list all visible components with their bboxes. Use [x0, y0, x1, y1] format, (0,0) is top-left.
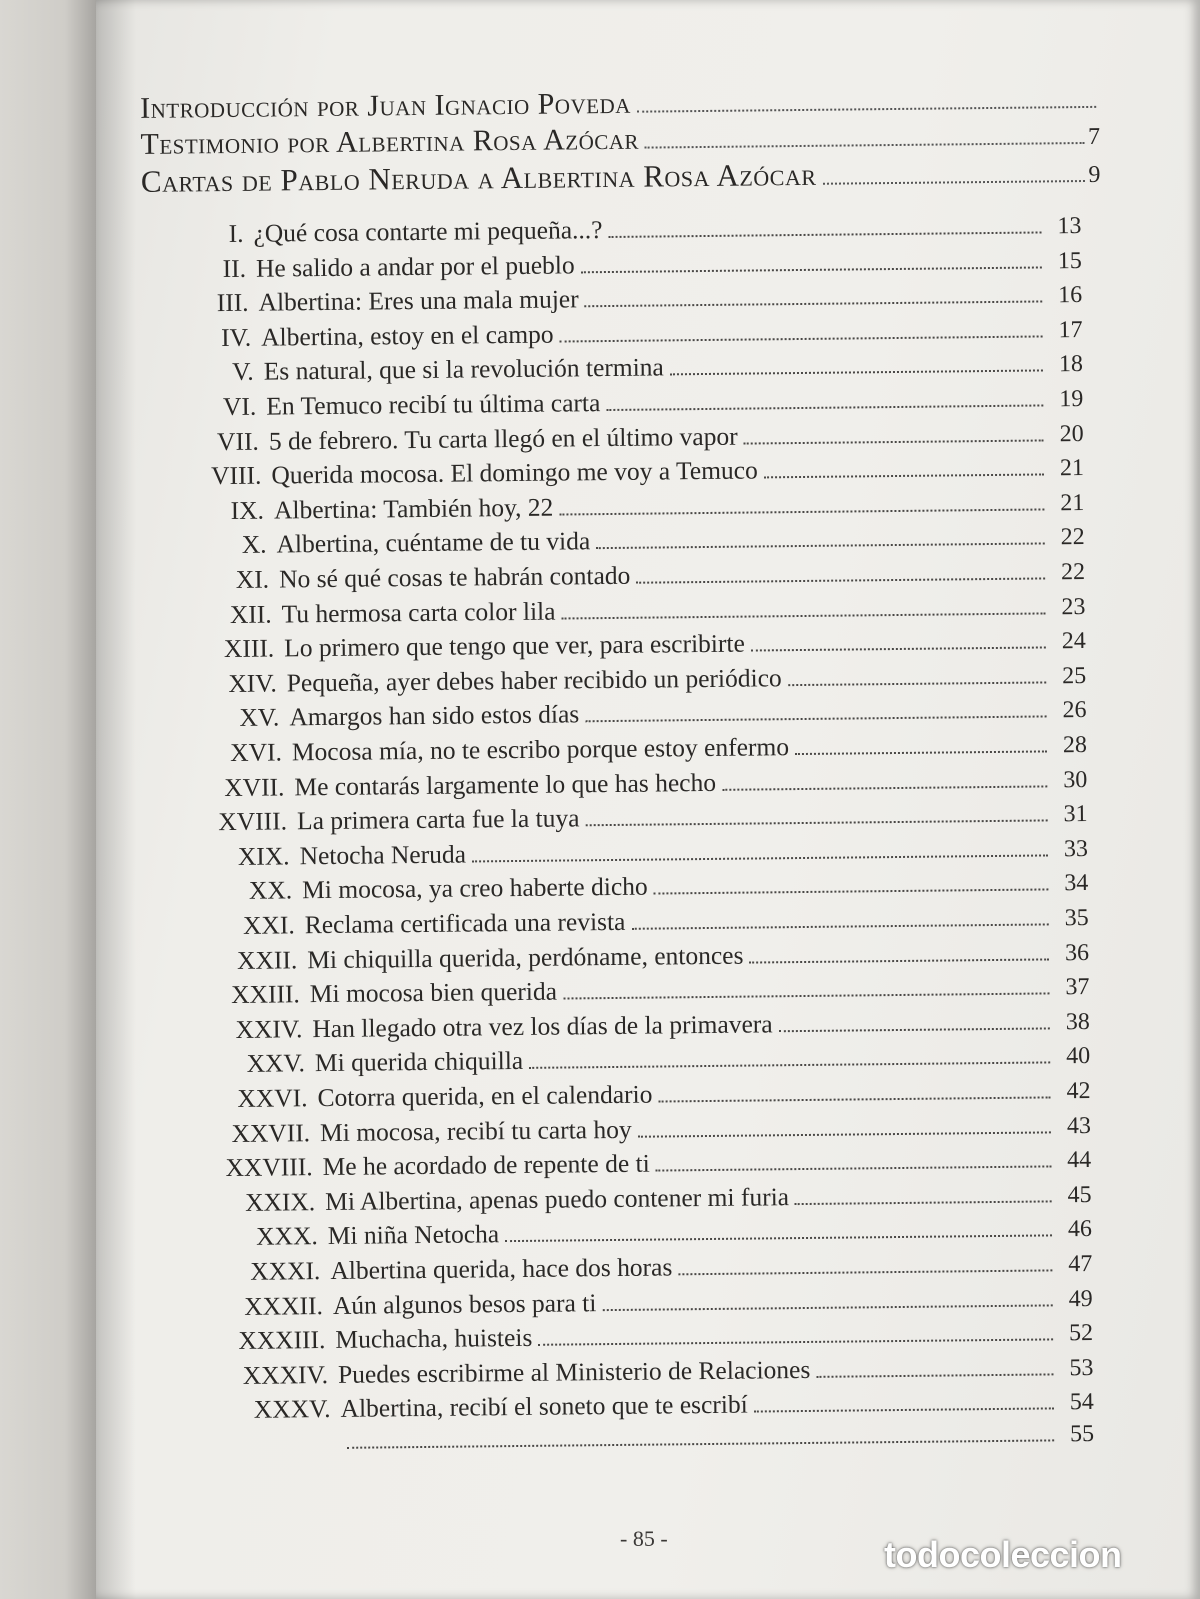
- leader-dots: [602, 1304, 1052, 1311]
- entry-title: He salido a andar por el pueblo: [255, 249, 575, 283]
- entry-title: Mi niña Netocha: [327, 1219, 500, 1251]
- entry-title: Querida mocosa. El domingo me voy a Temuco: [271, 455, 758, 490]
- toc-heading: [141, 154, 1101, 200]
- page-number: - 85 -: [620, 1526, 668, 1551]
- entry-page: 23: [1061, 593, 1086, 620]
- entry-page: 42: [1066, 1077, 1091, 1105]
- entry-title: Me contarás largamente lo que has hecho: [294, 767, 717, 801]
- entry-number: IX.: [230, 495, 265, 525]
- heading-page: 9: [1088, 161, 1102, 188]
- leader-dots: [560, 335, 1043, 342]
- entry-title: Mi mocosa, ya creo haberte dicho: [302, 872, 648, 905]
- entry-number: [219, 1449, 341, 1450]
- leader-dots: [347, 1439, 1054, 1448]
- entry-number: X.: [241, 529, 267, 560]
- entry-page: 53: [1069, 1354, 1094, 1382]
- entry-page: 45: [1067, 1181, 1092, 1209]
- entry-page: 44: [1067, 1147, 1092, 1174]
- entry-number: XX.: [248, 875, 293, 906]
- entry-title: Lo primero que tengo que ver, para escribirte: [284, 628, 745, 663]
- entry-number: XXXV.: [253, 1394, 331, 1425]
- entry-number: VI.: [222, 391, 257, 422]
- entry-title: Albertina, cuéntame de tu vida: [276, 526, 591, 559]
- entry-page: 46: [1067, 1216, 1093, 1243]
- leader-dots: [631, 923, 1048, 929]
- leader-dots: [750, 958, 1050, 963]
- entry-title: Albertina: Eres una mala mujer: [258, 284, 579, 317]
- leader-dots: [606, 404, 1043, 411]
- entry-title: Pequeña, ayer debes haber recibido un periódico: [286, 663, 782, 698]
- entry-number: XVII.: [224, 772, 285, 802]
- heading-page: 7: [1087, 123, 1101, 150]
- entry-number: XXXIII.: [238, 1325, 326, 1356]
- entry-title: Albertina, estoy en el campo: [261, 319, 554, 352]
- entry-number: XXII.: [236, 944, 298, 975]
- entry-page: 55: [1069, 1420, 1095, 1448]
- entry-page: 26: [1062, 697, 1087, 724]
- entry-number: XXXII.: [244, 1290, 324, 1321]
- entry-number: II.: [222, 253, 247, 283]
- entry-page: 17: [1058, 316, 1083, 344]
- entry-number: XXVI.: [237, 1083, 308, 1113]
- entry-number: XXV.: [246, 1048, 306, 1079]
- leader-dots: [538, 1339, 1053, 1346]
- entry-number: XII.: [229, 599, 272, 629]
- entry-title: Albertina querida, hace dos horas: [330, 1252, 673, 1285]
- entry-page: 20: [1059, 420, 1084, 447]
- entry-page: 21: [1060, 489, 1085, 517]
- entry-number: XI.: [235, 564, 270, 594]
- entry-number: XXIII.: [231, 979, 300, 1010]
- leader-dots: [472, 854, 1048, 862]
- entry-page: 25: [1062, 662, 1087, 690]
- entry-page: 36: [1064, 939, 1090, 966]
- entry-page: 35: [1064, 905, 1089, 932]
- entry-title: Tu hermosa carta color lila: [281, 596, 556, 629]
- entry-title: Albertina, recibí el soneto que te escribí: [340, 1389, 748, 1424]
- entry-page: 43: [1066, 1112, 1091, 1139]
- leader-dots: [654, 889, 1049, 895]
- entry-number: XXVIII.: [225, 1152, 313, 1183]
- entry-number: VIII.: [210, 460, 262, 491]
- entry-page: 33: [1063, 835, 1089, 863]
- entry-page: 37: [1065, 974, 1090, 1001]
- entry-number: VII.: [216, 426, 259, 456]
- entry-title: Albertina: También hoy, 22: [273, 492, 554, 525]
- entry-page: 18: [1058, 351, 1084, 378]
- leader-dots: [586, 820, 1048, 827]
- entry-page: 30: [1063, 766, 1088, 793]
- heading-label: Cartas de Pablo Neruda a Albertina Rosa Azócar: [140, 156, 817, 199]
- leader-dots: [609, 231, 1042, 238]
- entry-page: 28: [1062, 732, 1088, 759]
- leader-dots: [795, 1200, 1052, 1205]
- leader-dots: [559, 508, 1044, 515]
- entry-title: Aún algunos besos para ti: [332, 1287, 597, 1320]
- entry-page: 49: [1068, 1285, 1093, 1312]
- entry-page: 15: [1057, 247, 1082, 274]
- leader-dots: [637, 106, 1096, 113]
- leader-dots: [636, 577, 1045, 583]
- entry-page: 47: [1068, 1250, 1093, 1278]
- entry-title: Mi mocosa bien querida: [309, 976, 558, 1009]
- leader-dots: [816, 1373, 1053, 1377]
- leader-dots: [645, 142, 1084, 149]
- book-binding: [0, 0, 108, 1599]
- entry-title: Puedes escribirme al Ministerio de Relaciones: [337, 1354, 811, 1389]
- leader-dots: [563, 993, 1049, 1000]
- entry-page: 21: [1059, 455, 1085, 482]
- entry-page: 13: [1057, 213, 1082, 240]
- entry-page: 22: [1060, 559, 1086, 586]
- entry-title: Muchacha, huisteis: [335, 1323, 533, 1355]
- entry-page: 19: [1059, 386, 1084, 413]
- entry-title: Han llegado otra vez los días de la primavera: [312, 1009, 773, 1043]
- leader-dots: [638, 1131, 1051, 1137]
- leader-dots: [779, 1027, 1050, 1032]
- entry-title: Mi querida chiquilla: [314, 1046, 524, 1078]
- entry-page: 54: [1069, 1389, 1094, 1416]
- leader-dots: [744, 439, 1044, 444]
- leader-dots: [656, 1166, 1051, 1172]
- page-gutter-shadow: [96, 0, 136, 1599]
- entry-page: 40: [1066, 1043, 1091, 1070]
- leader-dots: [751, 647, 1046, 652]
- entry-page: 24: [1061, 628, 1086, 655]
- entry-number: XIV.: [228, 668, 277, 698]
- entry-title: Es natural, que si la revolución termina: [263, 352, 664, 387]
- entry-page: 52: [1068, 1320, 1094, 1347]
- leader-dots: [823, 180, 1085, 185]
- entry-page: 31: [1063, 801, 1088, 828]
- entry-title: Mi Albertina, apenas puedo contener mi furia: [325, 1181, 790, 1216]
- entry-number: XXIX.: [244, 1186, 316, 1217]
- leader-dots: [678, 1269, 1052, 1275]
- entry-number: XXX.: [256, 1221, 318, 1252]
- watermark-logo: todocoleccion: [884, 1534, 1122, 1575]
- entry-number: XV.: [239, 702, 280, 733]
- entry-number: V.: [232, 357, 254, 387]
- entry-number: XIII.: [223, 633, 275, 664]
- entry-title: Amargos han sido estos días: [289, 699, 580, 732]
- entry-title: Mi chiquilla querida, perdóname, entonces: [307, 940, 744, 974]
- heading-label: Introducción por Juan Ignacio Poveda: [139, 86, 632, 125]
- entry-number: XVI.: [230, 737, 283, 767]
- heading-label: Testimonio por Albertina Rosa Azócar: [140, 122, 640, 161]
- entry-title: No sé qué cosas te habrán contado: [278, 560, 631, 594]
- leader-dots: [764, 474, 1044, 479]
- leader-dots: [670, 370, 1043, 376]
- leader-dots: [754, 1408, 1054, 1413]
- leader-dots: [585, 301, 1043, 308]
- entry-number: XXVII.: [231, 1117, 311, 1148]
- leader-dots: [795, 750, 1047, 755]
- entry-number: XVIII.: [218, 806, 288, 837]
- entry-number: XXXIV.: [242, 1359, 329, 1390]
- entry-number: XXXI.: [250, 1256, 321, 1286]
- entry-title: Mi mocosa, recibí tu carta hoy: [319, 1114, 632, 1147]
- leader-dots: [581, 266, 1042, 273]
- entry-number: III.: [216, 287, 249, 318]
- entry-title: Me he acordado de repente de ti: [322, 1148, 650, 1182]
- leader-dots: [658, 1096, 1050, 1102]
- leader-dots: [788, 681, 1046, 686]
- entry-page: 38: [1065, 1008, 1090, 1036]
- entry-title: Mocosa mía, no te escribo porque estoy enfermo: [291, 732, 790, 767]
- entry-title: La primera carta fue la tuya: [296, 803, 580, 836]
- entry-page: 16: [1058, 282, 1083, 309]
- leader-dots: [596, 543, 1045, 550]
- entry-title: En Temuco recibí tu última carta: [266, 388, 601, 421]
- leader-dots: [562, 612, 1046, 619]
- entry-number: XXIV.: [235, 1014, 303, 1044]
- entry-number: I.: [228, 218, 244, 248]
- entry-title: Netocha Neruda: [299, 839, 467, 871]
- entry-title: Reclama certificada una revista: [304, 906, 626, 940]
- entry-number: XIX.: [237, 841, 290, 871]
- leader-dots: [585, 716, 1046, 723]
- entry-page: 22: [1060, 524, 1085, 551]
- entry-number: IV.: [221, 322, 252, 352]
- table-of-contents: [130, 82, 1125, 1512]
- leader-dots: [529, 1062, 1050, 1069]
- entry-number: XXI.: [242, 910, 295, 940]
- entry-title: ¿Qué cosa contarte mi pequeña...?: [253, 215, 603, 248]
- entry-page: 34: [1064, 870, 1089, 897]
- entry-title: 5 de febrero. Tu carta llegó en el último vapor: [268, 421, 738, 456]
- entry-title: Cotorra querida, en el calendario: [317, 1079, 653, 1113]
- leader-dots: [505, 1235, 1052, 1243]
- leader-dots: [722, 785, 1047, 790]
